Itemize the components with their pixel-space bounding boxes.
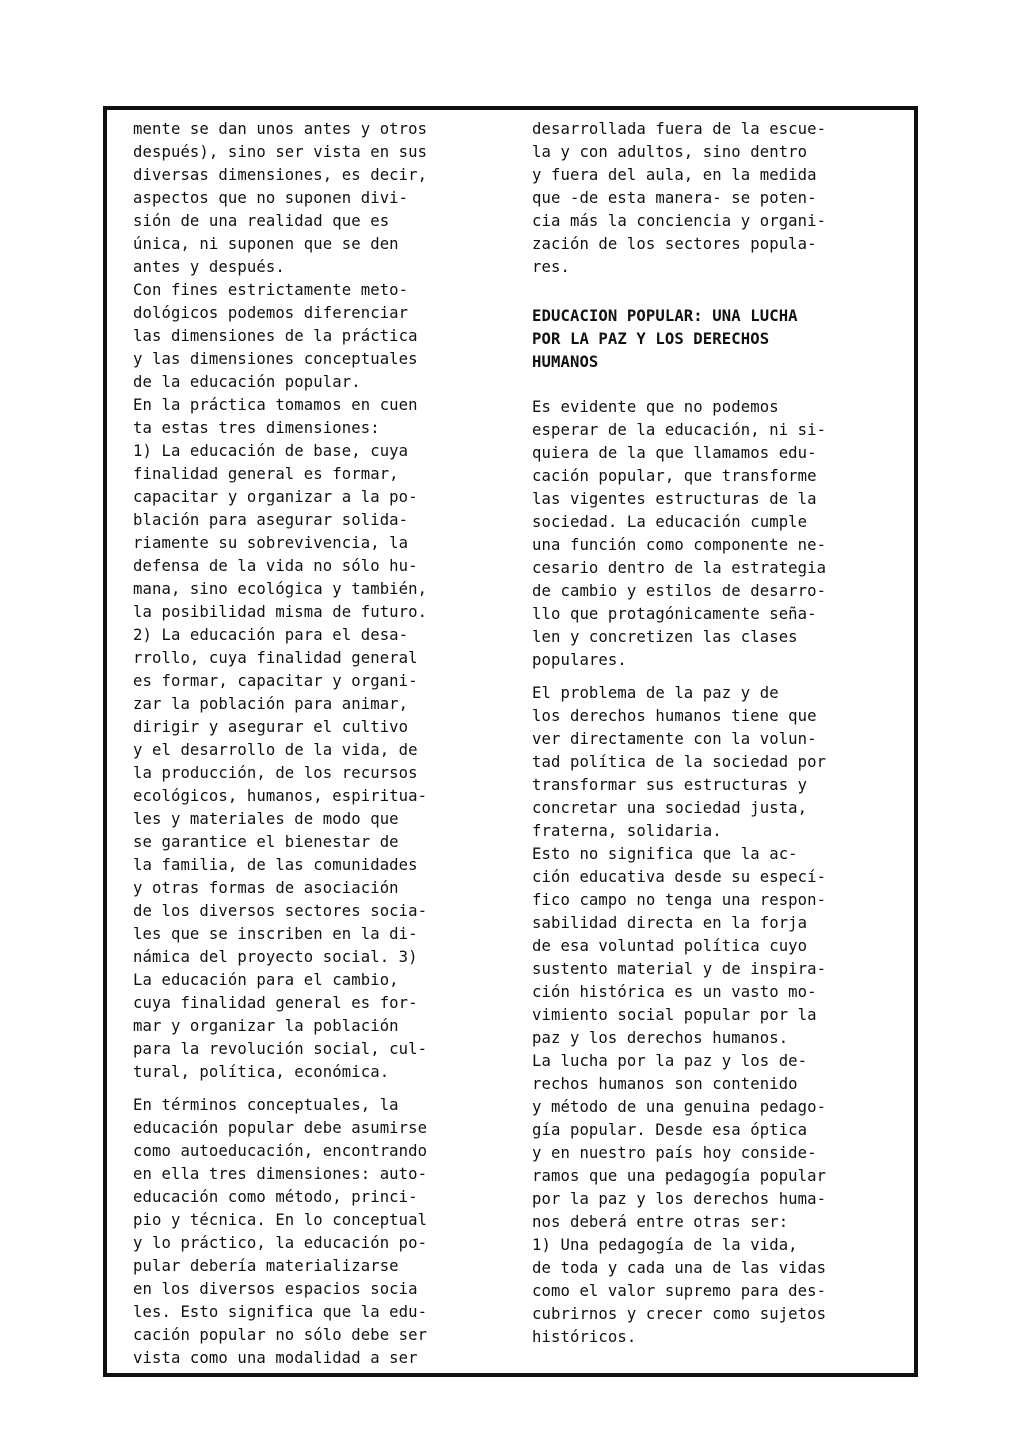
left-paragraph-3: En la práctica tomamos en cuen ta estas tres dimensiones: 1) La educación de base, cuya finalidad general es formar, capacitar y organizar a la po- blación para asegurar solida- riamente su sobrevivencia, la defensa de la vida no sólo hu- mana, sino ecológica y también, la posibilidad misma de futuro. 2) La educación para el desa- rrollo, cuya finalidad general es formar, capacitar y organi- zar la población para animar, dirigir y asegurar el cultivo y el desarrollo de la vida, de la producción, de los recursos ecológicos, humanos, espiritua- les y materiales de modo que se garantice el bienestar de la familia, de las comunidades y otras formas de asociación de los diversos sectores socia- les que se inscriben en la di- námica del proyecto social. 3) La educación para el cambio, cuya finalidad general es for- mar y organizar la población para la revolución social, cul- tural, política, económica. [133, 396, 428, 1081]
left-paragraph-2: Con fines estrictamente meto- dológicos podemos diferenciar las dimensiones de la práctica y las dimensiones conceptuales de la educación popular. [133, 281, 418, 391]
right-paragraph-2: Es evidente que no podemos esperar de la educación, ni si- quiera de la que llamamos edu- cación popular, que transforme las vigentes estructuras de la sociedad. La educación cumple una función como componente ne- cesario dentro de la estrategia de cambio y estilos de desarro- llo que protagónicamente seña- len y concretizen las clases populares. [532, 398, 827, 669]
right-paragraph-3: El problema de la paz y de los derechos humanos tiene que ver directamente con la volun- tad política de la sociedad por transformar sus estructuras y concretar una sociedad justa, fraterna, solidaria. [532, 684, 827, 840]
left-paragraph-4: En términos conceptuales, la educación popular debe asumirse como autoeducación, encontrando en ella tres dimensiones: auto- educación como método, princi- pio y técnica. En lo conceptual y lo práctico, la educación po- pular debería materializarse en los diversos espacios socia les. Esto significa que la edu- cación popular no sólo debe ser vista como una modalidad a ser [133, 1096, 428, 1367]
right-paragraph-1: desarrollada fuera de la escue- la y con adultos, sino dentro y fuera del aula, en la medida que -de esta manera- se poten- cia más la conciencia y organi- zación de los sectores popula- res. [532, 120, 827, 276]
right-paragraph-6: 1) Una pedagogía de la vida, de toda y cada una de las vidas como el valor supremo para des- cubrirnos y crecer como sujetos históricos. [532, 1236, 827, 1346]
right-paragraph-4: Esto no significa que la ac- ción educativa desde su especí- fico campo no tenga una respon- sabilidad directa en la forja de esa voluntad política cuyo sustento material y de inspira- ción histórica es un vasto mo- vimiento social popular por la paz y los derechos humanos. [532, 845, 827, 1047]
right-paragraph-5: La lucha por la paz y los de- rechos humanos son contenido y método de una genuina pedago- gía popular. Desde esa óptica y en nuestro país hoy conside- ramos que una pedagogía popular por la paz y los derechos huma- nos deberá entre otras ser: [532, 1052, 827, 1231]
left-paragraph-1: mente se dan unos antes y otros después), sino ser vista en sus diversas dimensiones, es decir, aspectos que no suponen divi- sión de una realidad que es única, ni suponen que se den antes y después. [133, 120, 428, 276]
left-column [133, 118, 501, 1370]
right-column [532, 118, 898, 1349]
section-heading: EDUCACION POPULAR: UNA LUCHA POR LA PAZ Y LOS DERECHOS HUMANOS [532, 307, 798, 371]
